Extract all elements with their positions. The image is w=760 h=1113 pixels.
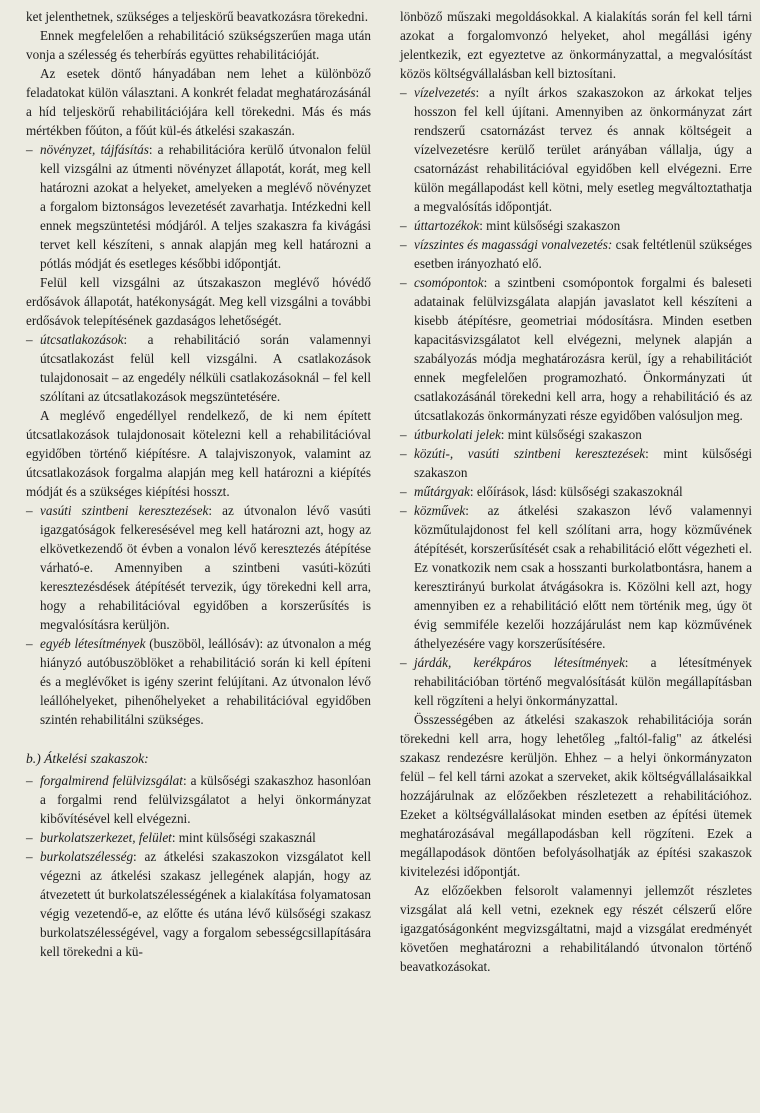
paragraph: Felül kell vizsgálni az útszakaszon meglévő hóvédő erdősávok állapotát, hatékonyságát. Meg kell vizsgálni a további erdősávok telepítésének gazdaságos lehetőségét. xyxy=(26,275,371,328)
list-item xyxy=(400,653,752,710)
list-item-text: : mint külsőségi szakaszon xyxy=(500,427,642,442)
list-item xyxy=(26,330,371,406)
list-item-term: útburkolati jelek xyxy=(414,427,501,442)
right-column xyxy=(400,7,752,976)
paragraph: Az előzőekben felsorolt valamennyi jellemzőt részletes vizsgálat alá kell vetni, ezeknek egy részét célszerű előre igazgatóságonként megvizsgáltatni, majd a vizsgálat eredményét követően meghatározni a rehabilitálandó útvonalon történő beavatkozásokat. xyxy=(400,883,752,974)
list-item-term: műtárgyak xyxy=(414,484,470,499)
list-dash: – xyxy=(400,237,407,252)
list-item-text: csak feltétlenül szükséges esetben irányozható elő. xyxy=(414,237,752,271)
list-item xyxy=(400,216,752,235)
list-item-text: : a létesítmények rehabilitációban történő megvalósítását külön megállapításban kell rögzíteni a helyi önkormányzattal. xyxy=(414,655,752,708)
list-dash: – xyxy=(400,446,407,461)
list-item-term: útcsatlakozások xyxy=(40,332,124,347)
list-item-text: : mint külsőségi szakasznál xyxy=(171,830,316,845)
list-item xyxy=(400,235,752,273)
list-dash: – xyxy=(400,503,407,518)
list-item xyxy=(400,501,752,653)
list-item-term: közúti-, vasúti szintbeni keresztezések xyxy=(414,446,646,461)
list-item xyxy=(400,273,752,425)
list-item-term: közművek xyxy=(414,503,466,518)
list-dash: – xyxy=(26,773,33,788)
list-item xyxy=(400,83,752,216)
list-item xyxy=(26,634,371,729)
list-item-term: vasúti szintbeni keresztezések xyxy=(40,503,209,518)
list-item-text: : a nyílt árkos szakaszokon az árkokat teljes hosszon fel kell újítani. Amennyiben az önkormányzat zárt rendszerű csatornázást tervez és annak költségeit a vízelvezetésre kerülő terület arányában vállalja, úgy a csatornázást rehabilitációval egyidőben kell elvégezni. Erre külön megállapodást kell kötni, mely esetleg megváltoztathatja a megvalósítás időpontját. xyxy=(414,85,752,214)
list-item-term: forgalmirend felülvizsgálat xyxy=(40,773,183,788)
list-item-text: : előírások, lásd: külsőségi szakaszoknál xyxy=(469,484,683,499)
list-item xyxy=(400,425,752,444)
list-dash: – xyxy=(400,85,407,100)
list-item-term: járdák, kerékpáros létesítmények xyxy=(414,655,625,670)
list-item xyxy=(26,847,371,961)
list-item xyxy=(26,140,371,273)
list-item-text: : a szintbeni csomópontok forgalmi és baleseti adatainak felülvizsgálata alapján javaslatot kell készíteni a kisebb átépítésre, geometriai módosításra. Minden esetben kapacitásvizsgálatot kell elvégezni, melynek alapján a szabályozás módja meghatározásra kerül, így a rehabilitációt ennek megfelelően programozható. Önkormányzati út csatlakozásánál törekedni kell arra, hogy a rehabilitáció és az útcsatlakozás önkormányzati része egyidőben valósuljon meg. xyxy=(414,275,752,423)
list-item-text: : mint külsőségi szakaszon xyxy=(414,446,752,480)
list-item xyxy=(26,771,371,828)
list-dash: – xyxy=(26,142,33,157)
list-item-text: : a rehabilitációra kerülő útvonalon felül kell vizsgálni az útmenti növényzet állapotát, korát, meg kell határozni azokat a helyeket, amelyeken a meglévő növényzet a forgalom biztonságos levezetését zavarhatja. Intézkedni kell ennek megszüntetési módjáról. A teljes szakaszra fa kivágási tervet kell készíteni, s annak alapján meg kell határozni a pótlás módját és esetleges későbbi időpontját. xyxy=(40,142,371,271)
paragraph: lönböző műszaki megoldásokkal. A kialakítás során fel kell tárni azokat a forgalomvonzó helyeket, ahol megállási igény jelentkezik, ezt egyeztetve az önkormányzattal, a megvalósítást közös költségvállalásban kell biztosítani. xyxy=(400,9,752,81)
list-dash: – xyxy=(400,427,407,442)
list-item-text: (buszöböl, leállósáv): az útvonalon a még hiányzó autóbuszöblöket a rehabilitáció során ki kell építeni és a meglévőket is igény szerint felújítani. Az útvonalon lévő leállóhelyeket, pihenőhelyeket a rehabilitációval egyidőben szintén rehabilitálni szükséges. xyxy=(40,636,371,727)
list-item-term: csomópontok xyxy=(414,275,484,290)
list-item-text: : az útvonalon lévő vasúti igazgatóságok felkeresésével meg kell határozni azt, hogy az elkövetkezendő öt évben a vonalon lévő keresztezés átépítése várható-e. Amennyiben a szintbeni vasúti-közúti keresztezésdések átépítését tervezik, úgy törekedni kell arra, hogy a rehabilitációval egyidőben a korszerűsítés is megvalósításra kerüljön. xyxy=(40,503,371,632)
list-item-term: vízszintes és magassági vonalvezetés: xyxy=(414,237,613,252)
list-dash: – xyxy=(400,218,407,233)
list-item-text: : az átkelési szakaszokon vizsgálatot kell végezni az átkelési szakasz jellegének alapján, hogy az átvezetett út burkolatszélességének a kialakítása folyamatosan végig vezetendő-e, az előtte és utána lévő külsőségi szakasz burkolatszélességével, vagy a forgalom sebességcsillapítására kell törekedni a kü- xyxy=(40,849,371,959)
list-item xyxy=(400,444,752,482)
list-item-text: : a rehabilitáció során valamennyi útcsatlakozást felül kell vizsgálni. A csatlakozások tulajdonosait – az engedély nélküli csatlakozásoknál – fel kell szólítani az útcsatlakozások megszüntetésére. xyxy=(40,332,371,404)
list-dash: – xyxy=(400,484,407,499)
list-dash: – xyxy=(26,849,33,864)
list-item xyxy=(400,482,752,501)
list-item-term: egyéb létesítmények xyxy=(40,636,146,651)
list-dash: – xyxy=(26,636,33,651)
section-heading: b.) Átkelési szakaszok: xyxy=(26,751,149,766)
list-item-term: burkolatszélesség xyxy=(40,849,134,864)
list-item-term: vízelvezetés xyxy=(414,85,476,100)
list-dash: – xyxy=(26,830,33,845)
paragraph: ket jelenthetnek, szükséges a teljeskörű beavatkozásra törekedni. xyxy=(26,9,369,24)
list-item-term: burkolatszerkezet, felület xyxy=(40,830,172,845)
list-item-text: : mint külsőségi szakaszon xyxy=(479,218,621,233)
list-dash: – xyxy=(26,332,33,347)
list-item xyxy=(26,501,371,634)
list-dash: – xyxy=(400,275,407,290)
paragraph: Az esetek döntő hányadában nem lehet a különböző feladatokat külön választani. A konkrét feladat meghatározásánál a híd teljeskörű rehabilitációjára kell törekedni. Más és más mértékben főúton, a főút kül-és átkelési szakaszán. xyxy=(26,66,371,138)
list-item-text: : a külsőségi szakaszhoz hasonlóan a forgalmi rend felülvizsgálatot a helyi önkormányzat kibővítésével kell elvégezni. xyxy=(40,773,371,826)
list-item xyxy=(26,828,371,847)
paragraph: Összességében az átkelési szakaszok rehabilitációja során törekedni kell arra, hogy lehetőleg „faltól-falig" az átkelési szakasz rendezésre kerüljön. Ehhez – a helyi önkormányzaton felül – fel kell tárni azokat a szerveket, akik költségvállalásaikkal hozzájárulnak az előzőekben részletezett a rehabilitációhoz. Ezeket a költségvállalásokat minden esetben az építési ütemek meghatározásával megállapodásban kell rögzíteni. Ezek a megállapodások döntően befolyásolhatják az építési szakaszok kivitelezési időpontját. xyxy=(400,712,752,879)
list-item-text: : az átkelési szakaszon lévő valamennyi közműtulajdonost fel kell szólítani arra, hogy közművének átépítését, korszerűsítését csak a rehabilitáció előtt végezheti el. Ez vonatkozik nem csak a hosszanti burkolatbontásra, hanem a keresztirányú burkolat átvágásokra is. Közölni kell azt, hogy amennyiben ez a rehabilitáció előtt nem történik meg, úgy öt évig semmiféle kezelői hozzájárulást nem kap közművének áthelyezésére vagy korszerűsítésére. xyxy=(414,503,752,651)
paragraph: A meglévő engedéllyel rendelkező, de ki nem épített útcsatlakozások tulajdonosait kötelezni kell a rehabilitációval egyidőben történő kiépítésre. A talajviszonyok, valamint az útcsatlakozások forgalma alapján meg kell határozni a kiépítés módját és a szükséges kiépítési hosszt. xyxy=(26,408,371,499)
list-item-term: úttartozékok xyxy=(414,218,480,233)
paragraph: Ennek megfelelően a rehabilitáció szükségszerűen maga után vonja a szélesség és teherbírás együttes rehabilitációját. xyxy=(26,28,371,62)
list-dash: – xyxy=(400,655,407,670)
list-item-term: növényzet, tájfásítás xyxy=(40,142,149,157)
left-column xyxy=(26,7,371,961)
list-dash: – xyxy=(26,503,33,518)
